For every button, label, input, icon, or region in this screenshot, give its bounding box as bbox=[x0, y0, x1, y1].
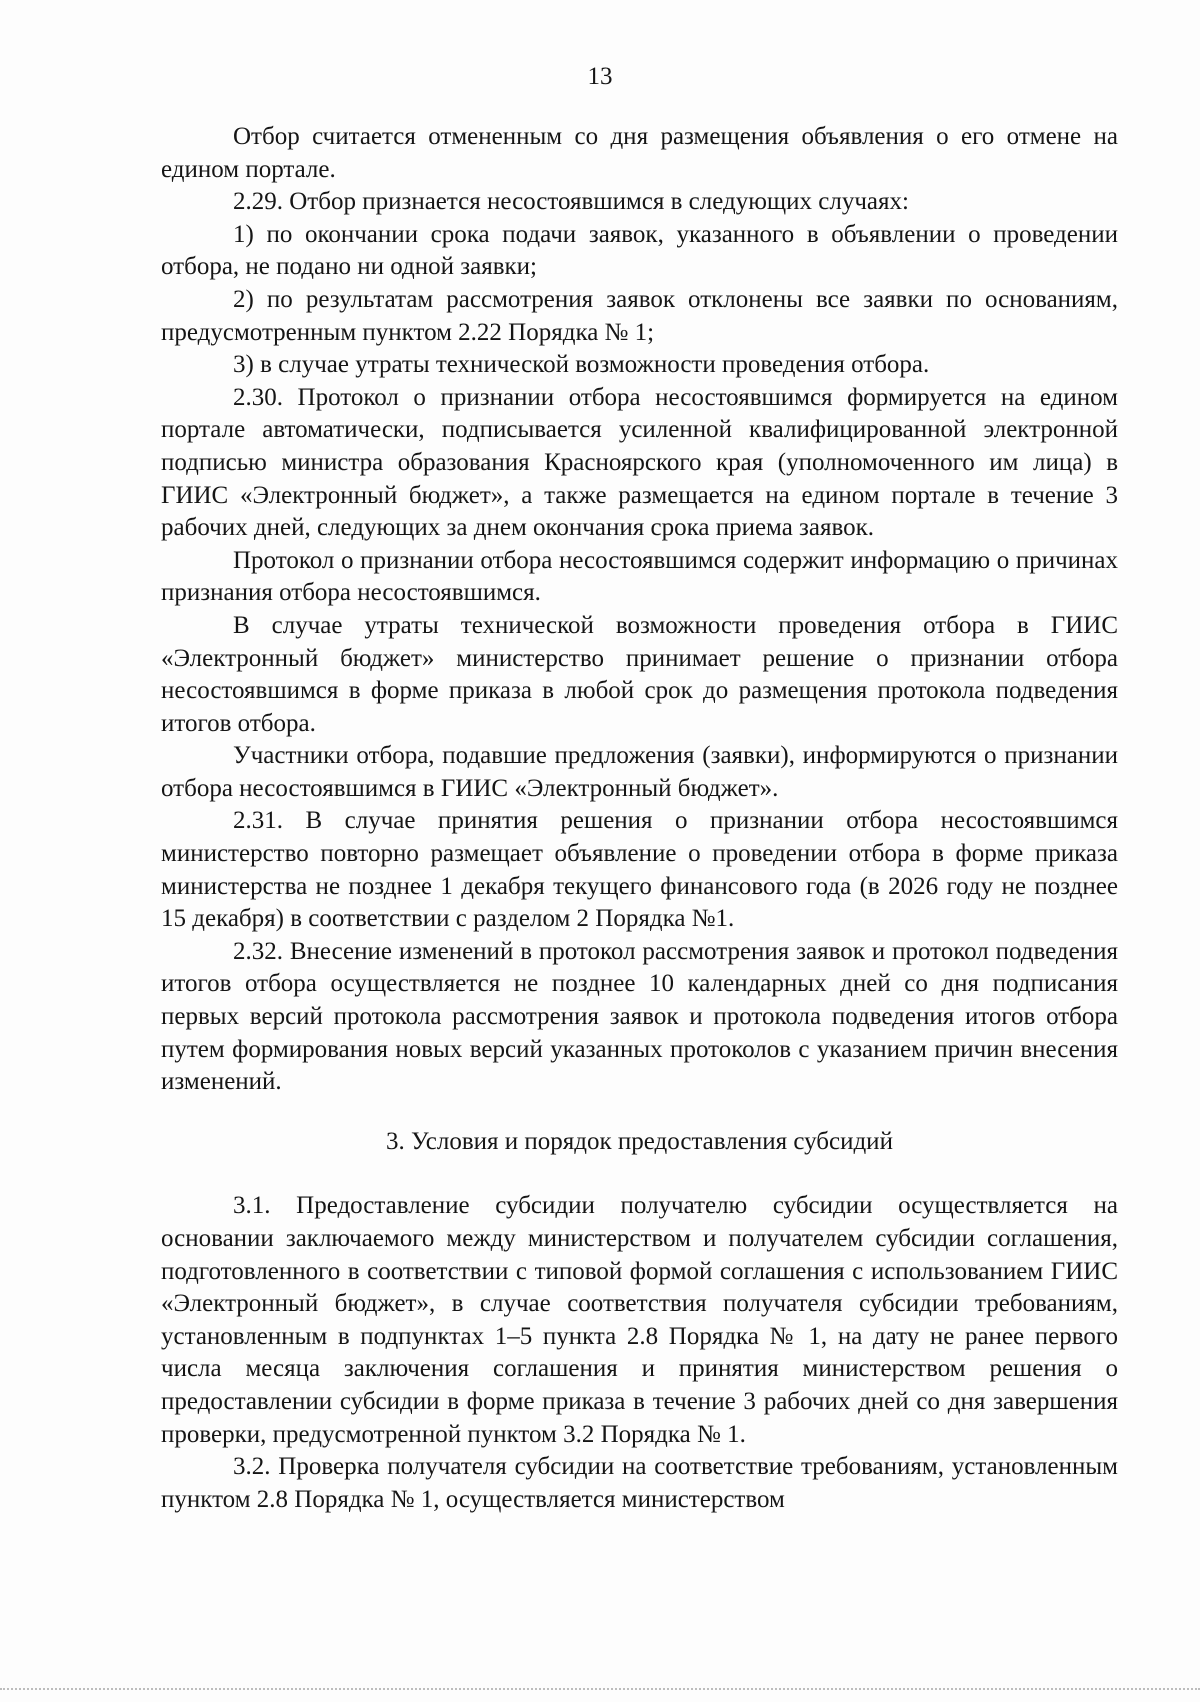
section-title: 3. Условия и порядок предоставления субсидий bbox=[386, 1127, 893, 1155]
paragraph-2-32: 2.32. Внесение изменений в протокол рассмотрения заявок и протокол подведения итогов отбора осуществляется не позднее 10 календарных дней со дня подписания первых версий протокола рассмотрения заявок и протокола подведения итогов отбора путем формирования новых версий указанных протоколов с указанием причин внесения изменений. bbox=[161, 937, 1118, 1096]
paragraph-3-1: 3.1. Предоставление субсидии получателю субсидии осуществляется на основании заключаемого между министерством и получателем субсидии соглашения, подготовленного в соответствии с типовой формой соглашения с использованием ГИИС «Электронный бюджет», в случае соответствия получателя субсидии требованиям, установленным в подпунктах 1–5 пункта 2.8 Порядка № 1, на дату не ранее первого числа месяца заключения соглашения и принятия министерством решения о предоставлении субсидии в форме приказа в течение 3 рабочих дней со дня завершения проверки, предусмотренной пунктом 3.2 Порядка № 1. bbox=[161, 1192, 1118, 1448]
scan-edge-line bbox=[0, 1688, 1200, 1690]
page-number: 13 bbox=[587, 63, 613, 90]
paragraph-2-30: 2.30. Протокол о признании отбора несостоявшимся формируется на едином портале автоматически, подписывается усиленной квалифицированной электронной подписью министра образования Красноярского края (уполномоченного им лица) в ГИИС «Электронный бюджет», а также размещается на едином портале в течение 3 рабочих дней, следующих за днем окончания срока приема заявок. bbox=[161, 383, 1118, 542]
paragraph-cancellation: Отбор считается отмененным со дня размещения объявления о его отмене на едином портале. bbox=[161, 123, 1118, 183]
paragraph-2-31: 2.31. В случае принятия решения о признании отбора несостоявшимся министерство повторно размещает объявление о проведении отбора в форме приказа министерства не позднее 1 декабря текущего финансового года (в 2026 году не позднее 15 декабря) в соответствии с разделом 2 Порядка №1. bbox=[161, 807, 1118, 933]
paragraph-3-2: 3.2. Проверка получателя субсидии на соответствие требованиям, установленным пунктом 2.8 Порядка № 1, осуществляется министерством bbox=[161, 1453, 1118, 1513]
paragraph-2-29-item-3: 3) в случае утраты технической возможности проведения отбора. bbox=[233, 351, 930, 379]
paragraph-2-29-item-2: 2) по результатам рассмотрения заявок отклонены все заявки по основаниям, предусмотренным пунктом 2.22 Порядка № 1; bbox=[161, 285, 1118, 346]
paragraph-protocol-content: Протокол о признании отбора несостоявшимся содержит информацию о причинах признания отбора несостоявшимся. bbox=[161, 546, 1118, 607]
paragraph-participants-informed: Участники отбора, подавшие предложения (заявки), информируются о признании отбора несостоявшимся в ГИИС «Электронный бюджет». bbox=[161, 742, 1118, 802]
paragraph-2-29-item-1: 1) по окончании срока подачи заявок, указанного в объявлении о проведении отбора, не подано ни одной заявки; bbox=[161, 220, 1118, 281]
paragraph-technical-failure: В случае утраты технической возможности проведения отбора в ГИИС «Электронный бюджет» министерство принимает решение о признании отбора несостоявшимся в форме приказа в любой срок до размещения протокола подведения итогов отбора. bbox=[161, 611, 1118, 737]
paragraph-2-29: 2.29. Отбор признается несостоявшимся в следующих случаях: bbox=[233, 188, 909, 216]
document-body bbox=[161, 121, 1118, 1516]
